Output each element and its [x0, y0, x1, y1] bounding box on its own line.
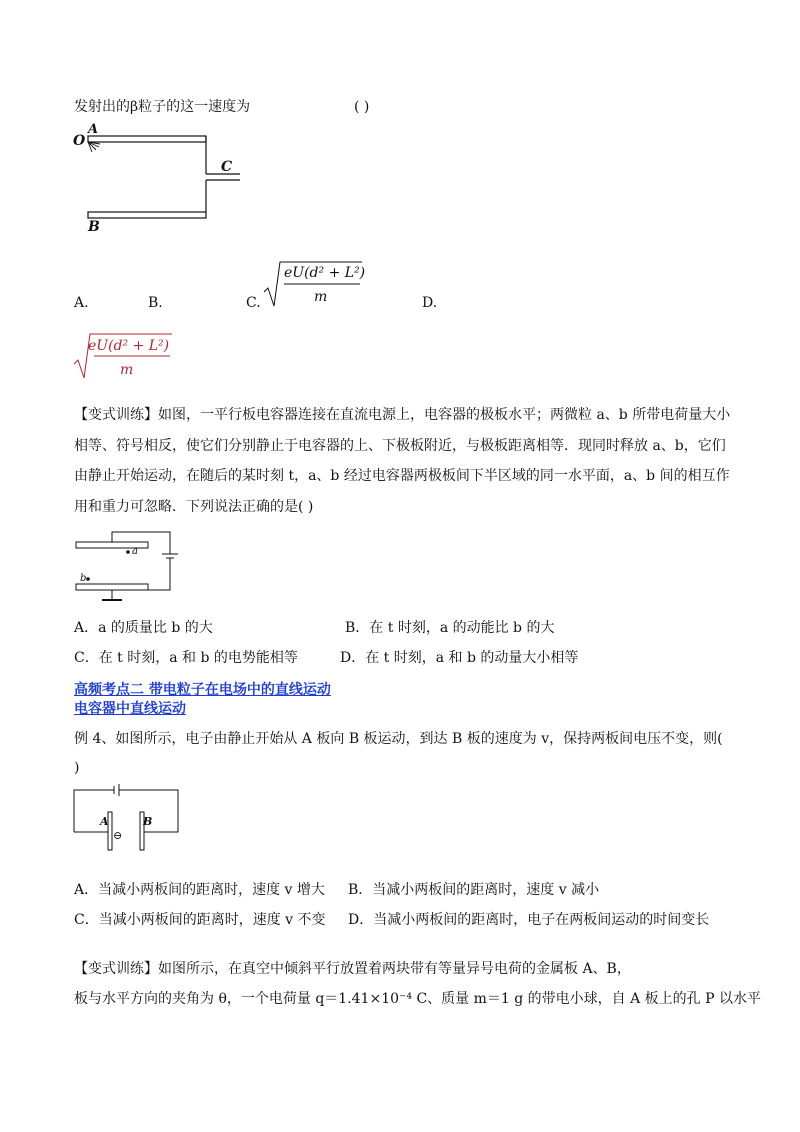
particle-b-icon — [86, 577, 90, 581]
variant2-line1: 【变式训练】如图所示，在真空中倾斜平行放置着两块带有等量异号电荷的金属板 A、B， — [74, 961, 631, 977]
particle-a-icon — [126, 550, 130, 554]
label-O: O — [73, 133, 86, 149]
question-stem: 发射出的β粒子的这一速度为 — [74, 99, 251, 115]
variant2-line2: 板与水平方向的夹角为 θ，一个电荷量 q＝1.41×10⁻⁴ C、质量 m＝1 g 的带电小球，自 A 板上的孔 P 以水平 — [74, 991, 761, 1007]
variant1-line1: 【变式训练】如图，一平行板电容器连接在直流电源上，电容器的极板水平；两微粒 a、b 所带电荷量大小 — [74, 407, 731, 423]
option-D: D. — [422, 295, 438, 311]
plate-A-label: A — [100, 815, 109, 828]
variant1-option-C: C．在 t 时刻，a 和 b 的电势能相等 — [74, 650, 298, 666]
plate-B-label: B — [143, 815, 153, 828]
variant1-option-D: D．在 t 时刻，a 和 b 的动量大小相等 — [340, 650, 579, 666]
particle-a-label: a — [132, 546, 138, 557]
electron-icon: ⊖ — [113, 829, 123, 842]
formula-C-numerator: eU(d² + L²) — [284, 265, 366, 281]
option-C: C. — [246, 295, 261, 311]
variant1-option-A: A．a 的质量比 b 的大 — [74, 620, 213, 636]
option-A: A. — [74, 295, 89, 311]
example4-line2: ) — [74, 760, 80, 776]
formula-C-denominator: m — [314, 289, 328, 305]
variant1-line3: 由静止开始运动，在随后的某时刻 t，a、b 经过电容器两极板间下半区域的同一水平面，a、b 间的相互作 — [74, 468, 730, 484]
option-B: B. — [148, 295, 163, 311]
example4-option-A: A．当减小两板间的距离时，速度 v 增大 — [74, 882, 325, 898]
variant1-line2: 相等、符号相反，使它们分别静止于电容器的上、下极板附近，与极板距离相等．现同时释放 a、b，它们 — [74, 438, 726, 454]
variant1-option-B: B．在 t 时刻，a 的动能比 b 的大 — [345, 620, 555, 636]
particle-b-label: b — [80, 573, 87, 584]
example4-option-B: B．当减小两板间的距离时，速度 v 减小 — [348, 882, 600, 898]
label-A: A — [88, 122, 99, 137]
section-heading: 高频考点二 带电粒子在电场中的直线运动 — [74, 682, 331, 698]
section-subheading: 电容器中直线运动 — [74, 701, 186, 717]
answer-denominator: m — [120, 362, 134, 378]
example4-option-D: D．当减小两板间的距离时，电子在两板间运动的时间变长 — [348, 912, 710, 928]
example4-option-C: C．当减小两板间的距离时，速度 v 不变 — [74, 912, 326, 928]
capacitor-circuit-figure — [72, 528, 192, 608]
label-B: B — [88, 219, 100, 235]
answer-paren: ( ) — [354, 99, 370, 115]
answer-numerator: eU(d² + L²) — [88, 338, 170, 354]
source-rays-icon — [88, 142, 100, 152]
example4-circuit-figure — [72, 784, 184, 856]
example4-line1: 例 4、如图所示，电子由静止开始从 A 板向 B 板运动，到达 B 板的速度为 v，保持两板间电压不变，则( — [74, 731, 723, 747]
variant1-line4: 用和重力可忽略．下列说法正确的是( ) — [74, 499, 314, 515]
label-C: C — [221, 159, 233, 175]
